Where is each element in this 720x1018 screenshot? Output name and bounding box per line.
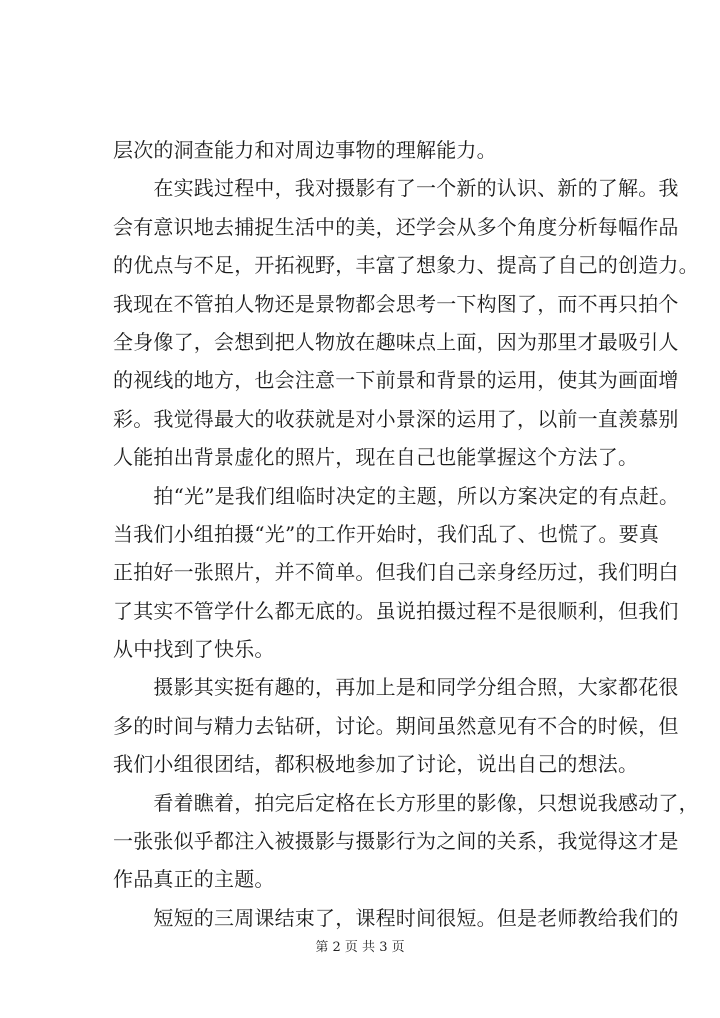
text-line: 会有意识地去捕捉生活中的美，还学会从多个角度分析每幅作品 — [113, 214, 679, 239]
text-line: 人能拍出背景虚化的照片，现在自己也能掌握这个方法了。 — [113, 445, 639, 470]
page-footer: 第 2 页 共 3 页 — [315, 940, 405, 955]
text-line: 全身像了，会想到把人物放在趣味点上面，因为那里才最吸引人 — [113, 329, 679, 354]
text-line: 的视线的地方，也会注意一下前景和背景的运用，使其为画面增 — [113, 368, 679, 393]
text-line: 拍“光”是我们组临时决定的主题，所以方案决定的有点赶。 — [113, 483, 680, 508]
text-line: 了其实不管学什么都无底的。虽说拍摄过程不是很顺利，但我们 — [113, 598, 679, 623]
text-line: 彩。我觉得最大的收获就是对小景深的运用了，以前一直羡慕别 — [113, 406, 679, 431]
text-line: 摄影其实挺有趣的，再加上是和同学分组合照，大家都花很 — [113, 675, 679, 700]
text-line: 从中找到了快乐。 — [113, 637, 275, 662]
text-line: 我们小组很团结，都积极地参加了讨论，说出自己的想法。 — [113, 752, 639, 777]
text-line: 的优点与不足，开拓视野，丰富了想象力、提高了自己的创造力。 — [113, 253, 699, 278]
text-line: 正拍好一张照片，并不简单。但我们自己亲身经历过，我们明白 — [113, 560, 679, 585]
text-line: 当我们小组拍摄“光”的工作开始时，我们乱了、也慌了。要真 — [113, 521, 660, 546]
text-line: 看着瞧着，拍完后定格在长方形里的影像，只想说我感动了， — [113, 790, 699, 815]
text-line: 作品真正的主题。 — [113, 867, 275, 892]
text-line: 在实践过程中，我对摄影有了一个新的认识、新的了解。我 — [113, 176, 679, 201]
text-line: 一张张似乎都注入被摄影与摄影行为之间的关系，我觉得这才是 — [113, 829, 679, 854]
text-line: 多的时间与精力去钻研，讨论。期间虽然意见有不合的时候，但 — [113, 713, 679, 738]
text-line: 短短的三周课结束了，课程时间很短。但是老师教给我们的 — [113, 905, 679, 930]
text-line: 层次的洞查能力和对周边事物的理解能力。 — [113, 138, 497, 162]
document-body — [113, 131, 699, 937]
text-line: 我现在不管拍人物还是景物都会思考一下构图了，而不再只拍个 — [113, 291, 679, 316]
